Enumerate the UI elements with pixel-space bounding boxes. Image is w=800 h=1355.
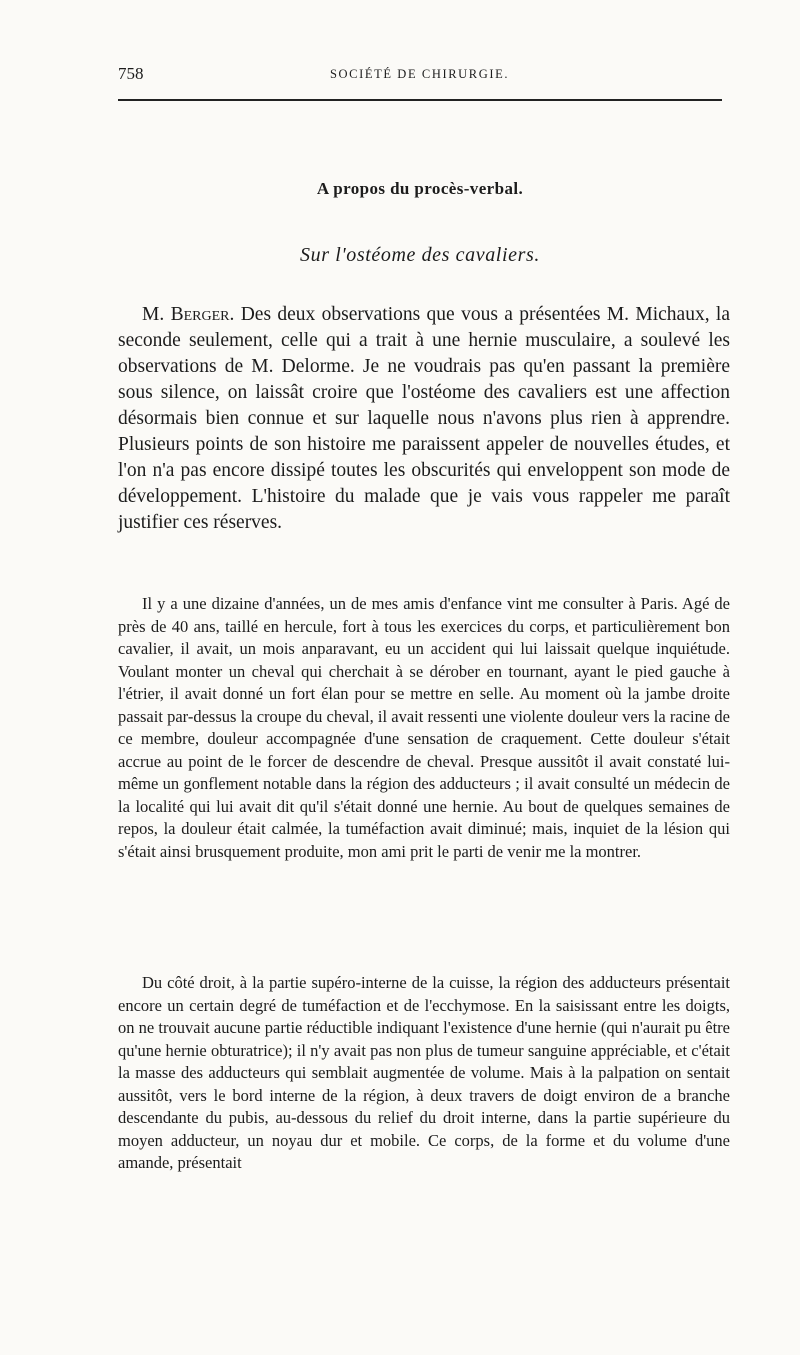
paragraph-3: Du côté droit, à la partie supéro-interne de la cuisse, la région des adducteurs présentait encore un certain degré de tuméfaction et de l'ecchymose. En la saisissant entre les doigts, on ne trouvait aucune partie réductible indiquant l'existence d'une hernie (qui n'aurait pu être qu'une hernie obturatrice); il n'y avait pas non plus de tumeur sanguine appréciable, et c'était la masse des adducteurs qui semblait augmentée de volume. Mais à la palpation on sentait aussitôt, vers le bord interne de la région, à deux travers de doigt environ de a branche descendante du pubis, au-dessous du relief du droit interne, dans la partie supérieure du moyen adducteur, un noyau dur et mobile. Ce corps, de la forme et du volume d'une amande, présentait xyxy=(118,973,730,1172)
running-head xyxy=(118,64,722,90)
paragraph-2: Il y a une dizaine d'années, un de mes amis d'enfance vint me consulter à Paris. Agé de près de 40 ans, taillé en hercule, fort à tous les exercices du corps, et particulièrement bon cavalier, il avait, un mois anparavant, eu un accident qui lui laissait quelque inquiétude. Voulant monter un cheval qui cherchait à se dérober en tournant, ayant le pied gauche à l'étrier, il avait donné un fort élan pour se mettre en selle. Au moment où la jambe droite passait par-dessus la croupe du cheval, il avait ressenti une violente douleur vers la racine de ce membre, douleur accompagnée d'une sensation de craquement. Cette douleur s'était accrue au point de le forcer de descendre de cheval. Presque aussitôt il avait constaté lui-même un gonflement notable dans la région des adducteurs ; il avait consulté un médecin de la localité qui lui avait dit qu'il s'était donné une hernie. Au bout de quelques semaines de repos, la douleur était calmée, la tuméfaction avait diminué; mais, inquiet de la lésion qui s'était ainsi brusquement produite, mon ami prit le parti de venir me la montrer. xyxy=(118,594,730,861)
paragraph-1-text: . Des deux observations que vous a présentées M. Michaux, la seconde seulement, celle qui a trait à une hernie musculaire, a soulevé les observations de M. Delorme. Je ne voudrais pas qu'en passant la première sous silence, on laissât croire que l'ostéome des cavaliers est une affection désormais bien connue et sur laquelle nous n'avons plus rien à apprendre. Plusieurs points de son histoire me paraissent appeler de nouvelles études, et l'on n'a pas encore dissipé toutes les obscurités qui enveloppent son mode de développement. L'histoire du malade que je vais vous rappeler me paraît justifier ces réserves. xyxy=(118,304,731,533)
article-subheading: Sur l'ostéome des cavaliers. xyxy=(300,244,540,266)
page-number: 758 xyxy=(118,64,144,83)
speaker-name: Berger xyxy=(170,304,230,325)
header-rule xyxy=(118,99,722,101)
section-heading: A propos du procès-verbal. xyxy=(316,179,524,198)
speaker-prefix: M. xyxy=(142,304,171,325)
journal-title: SOCIÉTÉ DE CHIRURGIE. xyxy=(330,67,510,81)
paragraph-1 xyxy=(118,302,730,536)
